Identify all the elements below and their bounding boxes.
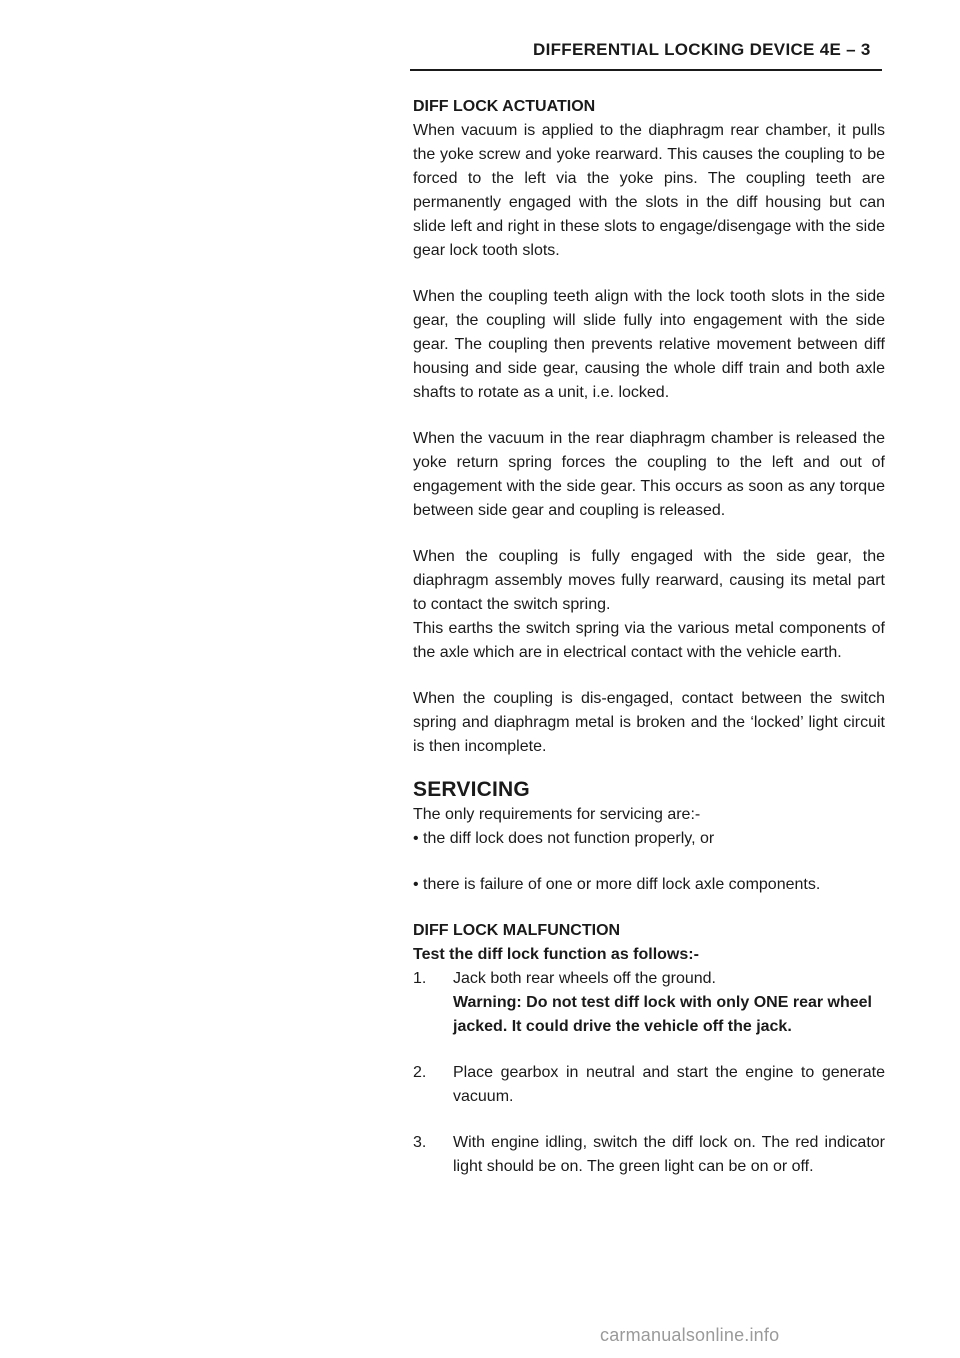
malfunction-heading: DIFF LOCK MALFUNCTION: [413, 922, 621, 939]
step-1: [413, 967, 885, 1039]
servicing-bullet-1: • the diff lock does not function properly, or: [413, 830, 715, 847]
step-3: [413, 1131, 885, 1179]
step-number: 3.: [413, 1134, 427, 1151]
step-2: [413, 1061, 885, 1109]
servicing-heading: SERVICING: [413, 778, 530, 801]
servicing-bullet-2: • there is failure of one or more diff lock axle components.: [413, 876, 821, 893]
actuation-paragraph-3: When the vacuum in the rear diaphragm chamber is released the yoke return spring forces the coupling to the left and out of engagement with the side gear. This occurs as soon as any torque between side gear and coupling is released.: [413, 430, 885, 519]
step-number: 1.: [413, 970, 427, 987]
actuation-heading: DIFF LOCK ACTUATION: [413, 98, 596, 115]
step-text: Jack both rear wheels off the ground.: [453, 970, 716, 987]
actuation-paragraph-5: This earths the switch spring via the various metal components of the axle which are in electrical contact with the vehicle earth.: [413, 620, 885, 661]
page-content: [413, 95, 885, 1179]
page-header-title: DIFFERENTIAL LOCKING DEVICE 4E – 3: [533, 40, 871, 59]
step-warning: Warning: Do not test diff lock with only ONE rear wheel jacked. It could drive the vehicle off the jack.: [453, 994, 872, 1035]
servicing-intro: The only requirements for servicing are:-: [413, 806, 701, 823]
step-text: Place gearbox in neutral and start the engine to generate vacuum.: [453, 1064, 885, 1105]
actuation-paragraph-2: When the coupling teeth align with the lock tooth slots in the side gear, the coupling will slide fully into engagement with the side gear. The coupling then prevents relative movement between diff housing and side gear, causing the whole diff train and both axle shafts to rotate as a unit, i.e. locked.: [413, 288, 885, 401]
header-divider: [410, 69, 882, 71]
malfunction-subheading: Test the diff lock function as follows:-: [413, 946, 699, 963]
actuation-paragraph-4: When the coupling is fully engaged with the side gear, the diaphragm assembly moves fully rearward, causing its metal part to contact the switch spring.: [413, 548, 885, 613]
step-number: 2.: [413, 1064, 427, 1081]
watermark-link[interactable]: carmanualsonline.info: [600, 1325, 780, 1345]
actuation-paragraph-6: When the coupling is dis-engaged, contact between the switch spring and diaphragm metal is broken and the ‘locked’ light circuit is then incomplete.: [413, 690, 885, 755]
actuation-paragraph-1: When vacuum is applied to the diaphragm rear chamber, it pulls the yoke screw and yoke rearward. This causes the coupling to be forced to the left via the yoke pins. The coupling teeth are permanently engaged with the slots in the diff housing but can slide left and right in these slots to engage/disengage with the side gear lock tooth slots.: [413, 122, 885, 259]
step-text: With engine idling, switch the diff lock on. The red indicator light should be on. The green light can be on or off.: [453, 1134, 885, 1175]
